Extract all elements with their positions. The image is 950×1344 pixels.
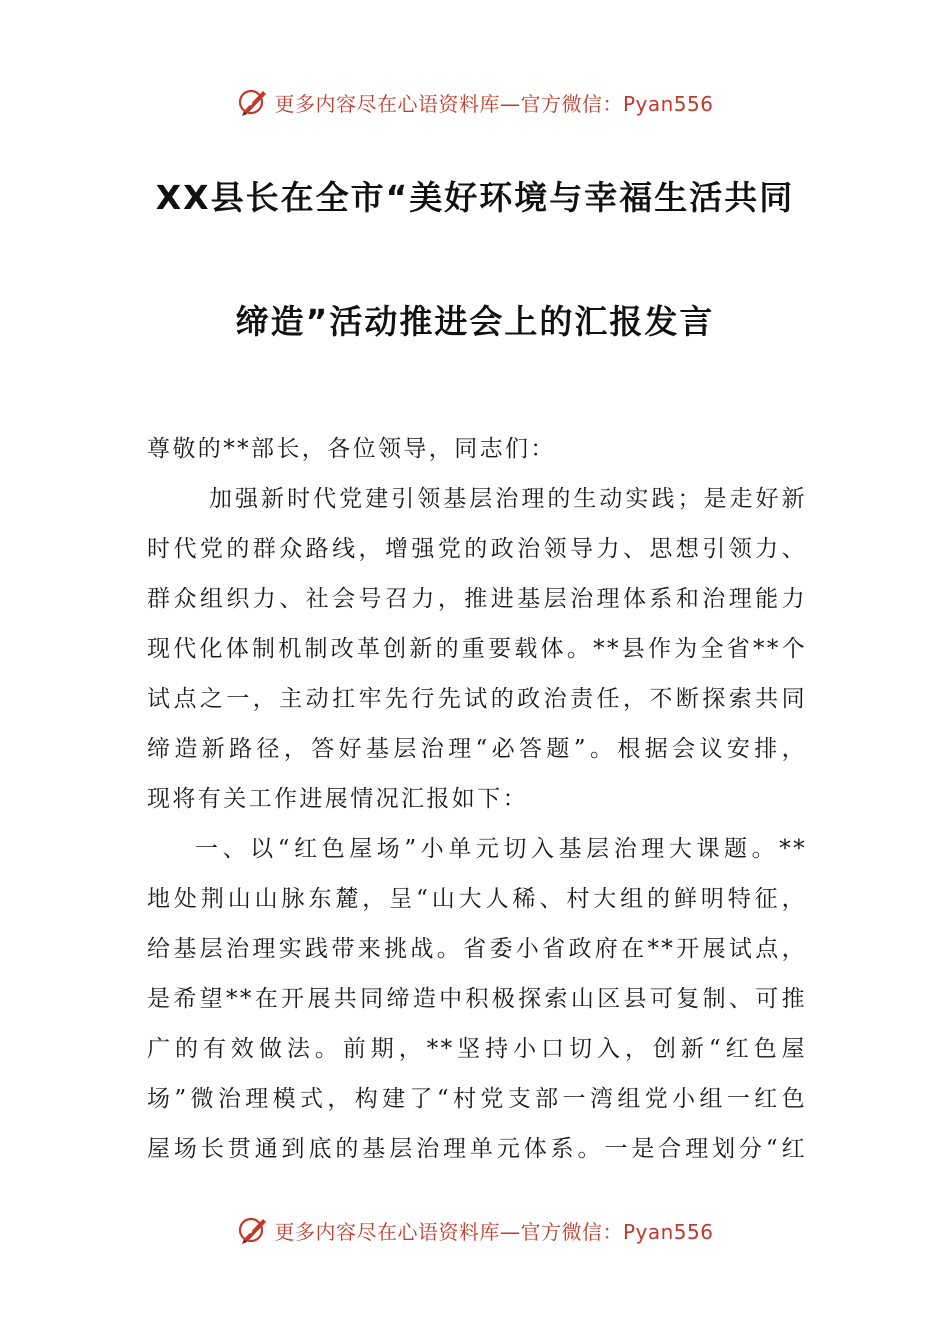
watermark-footer <box>0 1210 950 1250</box>
paragraph-1-line: 时代党的群众路线，增强党的政治领导力、思想引领力、 <box>147 536 807 562</box>
paragraph-2-line: 一、以“红色屋场”小单元切入基层治理大课题。** <box>195 836 807 862</box>
paragraph-2-line: 场”微治理模式，构建了“村党支部一湾组党小组一红色 <box>147 1086 807 1112</box>
document-title-line-2: 缔造”活动推进会上的汇报发言 <box>235 302 715 341</box>
paragraph-1-line: 缔造新路径，答好基层治理“必答题”。根据会议安排， <box>147 736 807 762</box>
paragraph-2-line: 地处荆山山脉东麓，呈“山大人稀、村大组的鲜明特征， <box>147 886 807 912</box>
paragraph-1-line: 试点之一，主动扛牢先行先试的政治责任，不断探索共同 <box>147 686 807 712</box>
paragraph-2-line: 给基层治理实践带来挑战。省委小省政府在**开展试点， <box>147 936 807 962</box>
salutation: 尊敬的**部长，各位领导，同志们： <box>147 436 556 462</box>
paragraph-1-line: 现代化体制机制改革创新的重要载体。**县作为全省**个 <box>147 636 807 662</box>
watermark-header <box>0 82 950 122</box>
paragraph-1-line: 现将有关工作进展情况汇报如下： <box>147 786 528 812</box>
document-body <box>147 424 807 1174</box>
paragraph-2-line: 广的有效做法。前期，**坚持小口切入，创新“红色屋 <box>147 1036 807 1062</box>
paragraph-1-line: 加强新时代党建引领基层治理的生动实践；是走好新 <box>209 486 807 512</box>
paragraph-2-line: 屋场长贯通到底的基层治理单元体系。一是合理划分“红 <box>147 1136 807 1162</box>
paragraph-1-line: 群众组织力、社会号召力，推进基层治理体系和治理能力 <box>147 586 807 612</box>
watermark-text: 更多内容尽在心语资料库—官方微信：Pyan556 <box>274 91 714 116</box>
watermark-text: 更多内容尽在心语资料库—官方微信：Pyan556 <box>274 1219 714 1244</box>
paragraph-2-line: 是希望**在开展共同缔造中积极探索山区县可复制、可推 <box>147 986 807 1012</box>
pen-logo-icon <box>236 85 270 119</box>
document-title-line-1: XX县长在全市“美好环境与幸福生活共同 <box>155 178 795 217</box>
pen-logo-icon <box>236 1213 270 1247</box>
